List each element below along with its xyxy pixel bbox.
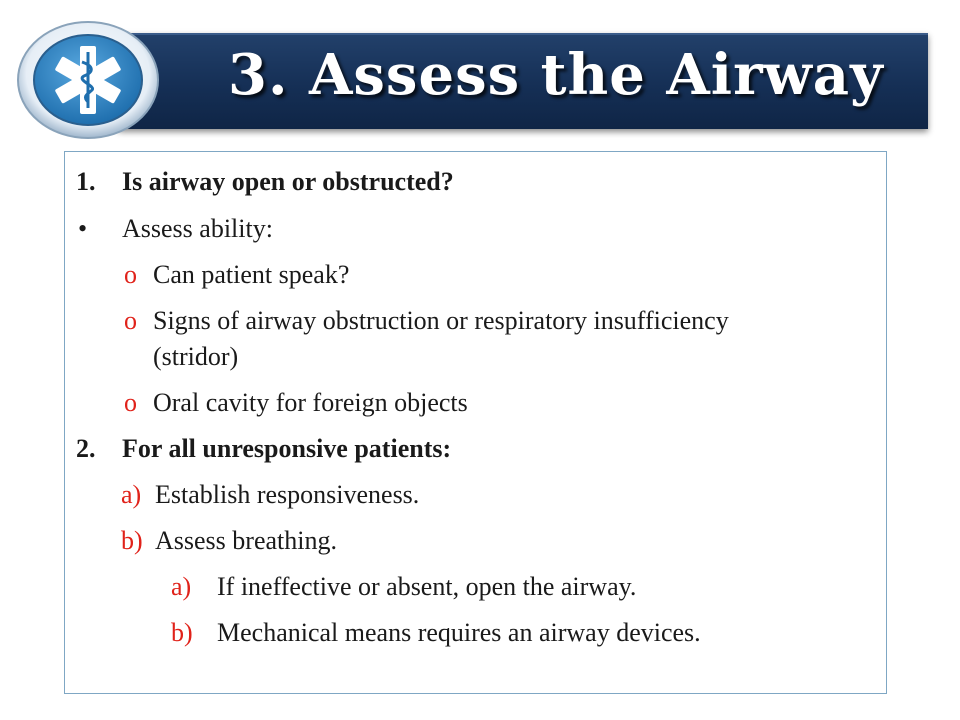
nested-marker-a: a) bbox=[171, 572, 192, 601]
sub-bullet-marker: o bbox=[124, 306, 137, 335]
item-number-1: 1. bbox=[76, 167, 96, 196]
star-of-life-icon bbox=[14, 18, 162, 142]
sub-bullet-text: Signs of airway obstruction or respiratory insufficiency bbox=[153, 306, 729, 335]
letter-item-b-text: Assess breathing. bbox=[155, 526, 337, 555]
sub-bullet-text: Can patient speak? bbox=[153, 260, 350, 289]
item-number-2: 2. bbox=[76, 434, 96, 463]
letter-marker-a: a) bbox=[121, 480, 142, 509]
nested-item-b-text: Mechanical means requires an airway devices. bbox=[217, 618, 701, 647]
sub-bullet-text: Oral cavity for foreign objects bbox=[153, 388, 468, 417]
nested-marker-b: b) bbox=[171, 618, 193, 647]
item-2-text: For all unresponsive patients: bbox=[122, 434, 452, 463]
bullet-marker: • bbox=[78, 214, 88, 243]
letter-item-a-text: Establish responsiveness. bbox=[155, 480, 420, 509]
sub-bullet-marker: o bbox=[124, 260, 137, 289]
nested-item-a-text: If ineffective or absent, open the airway. bbox=[217, 572, 637, 601]
page-title: 3. Assess the Airway bbox=[228, 42, 884, 108]
sub-bullet-text-continued: (stridor) bbox=[153, 342, 239, 371]
bullet-text: Assess ability: bbox=[122, 214, 273, 243]
item-1-text: Is airway open or obstructed? bbox=[122, 167, 454, 196]
letter-marker-b: b) bbox=[121, 526, 143, 555]
sub-bullet-marker: o bbox=[124, 388, 137, 417]
